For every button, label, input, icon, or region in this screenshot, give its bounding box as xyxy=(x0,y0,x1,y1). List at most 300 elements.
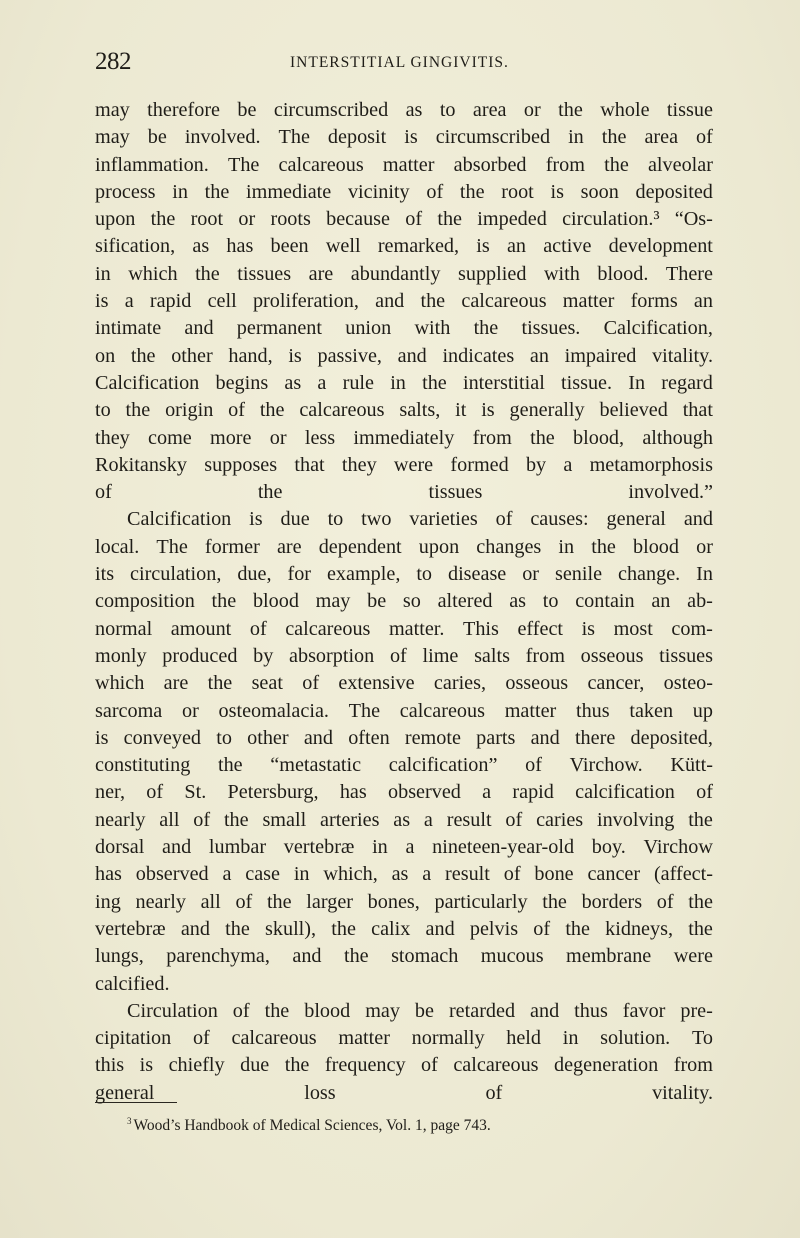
word: remarked, xyxy=(377,235,460,258)
word: other xyxy=(171,344,213,367)
text-line xyxy=(95,370,713,397)
word: in xyxy=(293,863,310,886)
word: result xyxy=(445,863,490,886)
word: be xyxy=(147,126,167,149)
word: or xyxy=(696,535,713,558)
word: salts xyxy=(474,644,510,667)
word: in xyxy=(562,1027,579,1050)
text-line xyxy=(95,643,713,670)
word: former xyxy=(204,535,260,558)
word: Petersburg, xyxy=(227,781,319,804)
word: rapid xyxy=(512,781,554,804)
word: to xyxy=(416,563,433,586)
word: the xyxy=(459,180,485,203)
word: therefore xyxy=(147,99,221,121)
word: bones, xyxy=(367,890,420,913)
word: as xyxy=(509,590,527,613)
word: due, xyxy=(237,563,272,586)
word: is xyxy=(139,1054,154,1077)
word: cancer xyxy=(587,863,641,886)
word: has xyxy=(339,781,367,804)
word: is xyxy=(581,617,596,640)
word: example, xyxy=(326,563,401,586)
word: mucous xyxy=(480,945,544,968)
word: the xyxy=(217,754,243,777)
word: rule xyxy=(342,371,374,394)
word: deposited xyxy=(635,180,713,203)
word: taken xyxy=(629,699,674,722)
word: of xyxy=(405,208,423,231)
word: calcification” xyxy=(388,754,498,777)
word: altered xyxy=(437,590,493,613)
word: of xyxy=(302,672,320,695)
word: osteomalacia. xyxy=(218,699,329,722)
word: or xyxy=(269,426,287,449)
word: disease xyxy=(447,563,507,586)
word: To xyxy=(691,1027,713,1050)
word: on xyxy=(95,344,116,367)
word: blood xyxy=(633,535,679,558)
word: larger xyxy=(306,890,353,913)
word: in xyxy=(558,535,575,558)
word: the xyxy=(331,917,356,940)
word: in xyxy=(390,371,406,394)
word: generally xyxy=(509,399,585,422)
word: tissues xyxy=(659,644,713,667)
word: from xyxy=(545,153,585,176)
word: or xyxy=(523,99,541,121)
word: is xyxy=(481,399,495,422)
word: and xyxy=(292,945,322,968)
word: come xyxy=(148,426,192,449)
word: the xyxy=(204,180,230,203)
word: of xyxy=(505,808,523,831)
word: due xyxy=(240,1054,270,1077)
word: with xyxy=(543,262,580,285)
word: of xyxy=(146,781,164,804)
word: as xyxy=(391,863,409,886)
word: blood xyxy=(252,590,299,613)
word: there xyxy=(574,726,616,749)
word: This xyxy=(463,617,499,640)
word: be xyxy=(237,99,257,121)
word: borders xyxy=(581,890,643,913)
word: for xyxy=(287,563,312,586)
word: ab- xyxy=(687,590,713,613)
word: active xyxy=(543,235,592,258)
footnote-marker: 3 xyxy=(127,1116,132,1126)
word: In xyxy=(628,371,646,394)
word: the xyxy=(601,126,627,149)
word: the xyxy=(259,399,285,422)
word: of xyxy=(656,890,674,913)
word: monly xyxy=(95,644,147,667)
word: The xyxy=(278,126,310,149)
word: tissues xyxy=(237,262,292,285)
word: of xyxy=(193,808,211,831)
word: the xyxy=(284,1054,310,1077)
word: the xyxy=(195,262,220,285)
word: that xyxy=(682,399,713,422)
word: upon xyxy=(95,208,136,231)
word: circumscribed xyxy=(273,99,389,121)
word: Calcification xyxy=(127,508,232,531)
word: The xyxy=(227,153,260,176)
word: matter xyxy=(562,290,615,313)
word: observed xyxy=(135,863,209,886)
word: by xyxy=(525,453,547,476)
word: an xyxy=(506,235,527,258)
word: or xyxy=(238,208,256,231)
word: kidneys, xyxy=(605,917,674,940)
word: the xyxy=(604,153,629,176)
word: from xyxy=(472,426,512,449)
word: local. xyxy=(95,535,140,558)
word: varieties xyxy=(409,508,478,531)
word: held xyxy=(506,1027,542,1050)
word: that xyxy=(294,453,325,476)
word: they xyxy=(95,426,130,449)
word: the xyxy=(542,890,567,913)
word: and xyxy=(184,317,214,340)
word: the xyxy=(225,917,250,940)
word: due xyxy=(280,508,310,531)
word: impeded xyxy=(477,208,547,231)
word: Calcification xyxy=(95,371,200,394)
word: most xyxy=(613,617,653,640)
word: stomach xyxy=(391,945,459,968)
text-line xyxy=(95,698,713,725)
text-line xyxy=(95,779,713,806)
word: lumbar xyxy=(208,836,267,859)
text-line: of the tissues involved.” xyxy=(95,481,713,504)
word: calcareous xyxy=(453,1054,539,1077)
word: (affect- xyxy=(653,863,713,886)
word: remote xyxy=(404,726,461,749)
word: process xyxy=(95,180,156,203)
word: in xyxy=(95,262,111,285)
word: favor xyxy=(622,999,666,1022)
word: because xyxy=(326,208,390,231)
word: the xyxy=(688,890,713,913)
word: conveyed xyxy=(123,726,202,749)
word: pelvis xyxy=(469,917,519,940)
word: and xyxy=(180,917,210,940)
word: calcareous xyxy=(399,699,485,722)
word: interstitial xyxy=(462,371,545,394)
word: of xyxy=(503,863,521,886)
word: tissue. xyxy=(561,371,613,394)
word: area xyxy=(472,99,507,121)
word: regard xyxy=(661,371,713,394)
word: osseous xyxy=(580,644,644,667)
word: “Os- xyxy=(674,208,713,231)
word: Virchow xyxy=(643,836,713,859)
text-line xyxy=(95,288,713,315)
word: constituting xyxy=(95,754,191,777)
word: with xyxy=(414,317,451,340)
word: although xyxy=(642,426,713,449)
word: believed xyxy=(599,399,668,422)
word: Rokitansky xyxy=(95,453,187,476)
text-line xyxy=(95,861,713,888)
word: by xyxy=(253,644,274,667)
word: parenchyma, xyxy=(166,945,270,968)
word: to xyxy=(327,508,344,531)
word: and xyxy=(425,917,455,940)
word: The xyxy=(348,699,381,722)
word: matter xyxy=(382,153,435,176)
word: the xyxy=(130,344,156,367)
word: may xyxy=(95,126,130,149)
word: calcareous xyxy=(461,290,547,313)
word: all xyxy=(200,890,221,913)
word: is xyxy=(550,180,564,203)
text-line xyxy=(95,261,713,288)
word: extensive xyxy=(338,672,415,695)
word: and xyxy=(530,999,560,1022)
text-line xyxy=(95,97,713,124)
word: absorption xyxy=(289,644,375,667)
word: from xyxy=(525,644,565,667)
word: observed xyxy=(388,781,461,804)
word: of xyxy=(696,781,713,804)
word: case xyxy=(245,863,280,886)
word: the xyxy=(343,945,369,968)
word: intimate xyxy=(95,317,162,340)
word: area xyxy=(644,126,679,149)
text-line xyxy=(95,725,713,752)
word: cipitation xyxy=(95,1027,172,1050)
text-line xyxy=(95,343,713,370)
word: thus xyxy=(574,999,608,1022)
word: vertebræ xyxy=(95,917,166,940)
word: of xyxy=(389,644,407,667)
word: soon xyxy=(580,180,619,203)
page-number: 282 xyxy=(95,48,131,75)
word: whole xyxy=(600,99,650,121)
word: a xyxy=(222,863,232,886)
word: absorbed xyxy=(453,153,527,176)
word: its xyxy=(95,563,115,586)
word: effect xyxy=(517,617,564,640)
word: the xyxy=(558,99,583,121)
word: is xyxy=(95,290,109,313)
word: often xyxy=(348,726,390,749)
word: is xyxy=(95,726,109,749)
text-line xyxy=(95,452,713,479)
word: small xyxy=(262,808,307,831)
word: matter. xyxy=(388,617,445,640)
word: less xyxy=(304,426,336,449)
word: calcareous xyxy=(278,153,364,176)
text-line xyxy=(95,233,713,260)
word: of xyxy=(426,180,444,203)
word: result xyxy=(446,808,492,831)
text-line: calcified. xyxy=(95,972,170,995)
word: up xyxy=(692,699,713,722)
word: retarded xyxy=(448,999,516,1022)
text-line xyxy=(95,1025,713,1052)
word: the xyxy=(223,808,249,831)
word: the xyxy=(437,208,463,231)
word: dorsal xyxy=(95,836,145,859)
word: calcification xyxy=(575,781,675,804)
word: in xyxy=(172,180,188,203)
word: amount xyxy=(170,617,232,640)
word: permanent xyxy=(236,317,322,340)
word: calix xyxy=(371,917,411,940)
word: blood, xyxy=(573,426,625,449)
word: of xyxy=(232,999,250,1022)
word: Circulation xyxy=(127,999,218,1022)
word: the xyxy=(530,426,555,449)
text-line xyxy=(95,425,713,452)
word: they xyxy=(341,453,377,476)
word: which xyxy=(128,262,178,285)
word: contain xyxy=(575,590,635,613)
word: cancer, xyxy=(587,672,645,695)
word: the xyxy=(150,208,176,231)
word: is xyxy=(288,344,302,367)
word: of xyxy=(421,1054,438,1077)
word: a xyxy=(563,453,573,476)
word: vitality. xyxy=(652,344,713,367)
text-line xyxy=(95,834,713,861)
word: general xyxy=(606,508,666,531)
word: origin xyxy=(165,399,214,422)
word: this xyxy=(95,1054,125,1077)
word: tissue xyxy=(666,99,713,121)
word: normal xyxy=(95,617,153,640)
text-line xyxy=(95,752,713,779)
word: to xyxy=(542,590,559,613)
word: rapid xyxy=(149,290,192,313)
word: nineteen-year-old xyxy=(432,836,575,859)
word: the xyxy=(473,317,499,340)
word: senile xyxy=(554,563,603,586)
word: may xyxy=(95,99,130,121)
word: cell xyxy=(207,290,237,313)
word: seat xyxy=(251,672,283,695)
word: calcareous xyxy=(231,1027,317,1050)
word: circulation.³ xyxy=(562,208,660,231)
word: so xyxy=(402,590,421,613)
word: more xyxy=(210,426,252,449)
text-line xyxy=(95,397,713,424)
word: bone xyxy=(534,863,574,886)
paragraph xyxy=(95,97,713,506)
word: matter xyxy=(504,699,557,722)
word: of xyxy=(495,508,513,531)
word: the xyxy=(125,399,151,422)
word: inflammation. xyxy=(95,153,209,176)
word: the xyxy=(264,999,290,1022)
word: are xyxy=(308,262,334,285)
word: is xyxy=(476,235,490,258)
word: impaired xyxy=(564,344,637,367)
text-line xyxy=(95,206,713,233)
word: circumscribed xyxy=(435,126,551,149)
text-line xyxy=(95,616,713,643)
word: upon xyxy=(418,535,460,558)
word: the xyxy=(422,371,447,394)
word: salts, xyxy=(399,399,441,422)
word: caries, xyxy=(433,672,487,695)
word: change. xyxy=(618,563,681,586)
word: passive, xyxy=(317,344,382,367)
word: root xyxy=(190,208,224,231)
word: development xyxy=(608,235,713,258)
text-line xyxy=(95,124,713,151)
word: blood. xyxy=(597,262,649,285)
word: circulation, xyxy=(130,563,222,586)
word: has xyxy=(95,863,122,886)
word: been xyxy=(270,235,309,258)
text-line xyxy=(95,807,713,834)
text-line xyxy=(95,670,713,697)
word: In xyxy=(696,563,713,586)
word: in xyxy=(568,126,584,149)
word: has xyxy=(226,235,254,258)
word: composition xyxy=(95,590,195,613)
word: in xyxy=(372,836,388,859)
word: of xyxy=(192,1027,210,1050)
word: of xyxy=(249,617,267,640)
word: be xyxy=(414,999,434,1022)
word: nearly xyxy=(135,890,186,913)
word: a xyxy=(423,808,433,831)
word: normally xyxy=(411,1027,485,1050)
word: abundantly xyxy=(350,262,441,285)
word: degeneration xyxy=(554,1054,659,1077)
word: arteries xyxy=(320,808,380,831)
word: two xyxy=(361,508,392,531)
body-text xyxy=(95,97,713,1107)
word: from xyxy=(673,1054,713,1077)
word: begins xyxy=(215,371,269,394)
word: be xyxy=(367,590,387,613)
word: the xyxy=(688,917,713,940)
text-line xyxy=(95,889,713,916)
word: lime xyxy=(422,644,459,667)
running-head xyxy=(95,47,713,77)
word: the xyxy=(420,290,446,313)
word: forms xyxy=(630,290,678,313)
footnote-text: Wood’s Handbook of Medical Sciences, Vol. 1, page 743. xyxy=(133,1117,491,1134)
word: as xyxy=(192,235,210,258)
word: are xyxy=(276,535,302,558)
paragraph xyxy=(95,998,713,1107)
word: roots xyxy=(270,208,311,231)
word: changes xyxy=(476,535,542,558)
word: of xyxy=(235,890,253,913)
text-line xyxy=(95,534,713,561)
word: chiefly xyxy=(168,1054,225,1077)
word: membrane xyxy=(566,945,652,968)
word: calcareous xyxy=(299,399,385,422)
word: well xyxy=(325,235,361,258)
word: an xyxy=(529,344,549,367)
word: the xyxy=(211,590,237,613)
word: to xyxy=(439,99,456,121)
word: supplied xyxy=(458,262,527,285)
word: The xyxy=(156,535,188,558)
word: pre- xyxy=(680,999,713,1022)
word: or xyxy=(181,699,199,722)
word: formed xyxy=(450,453,509,476)
word: a xyxy=(482,781,492,804)
